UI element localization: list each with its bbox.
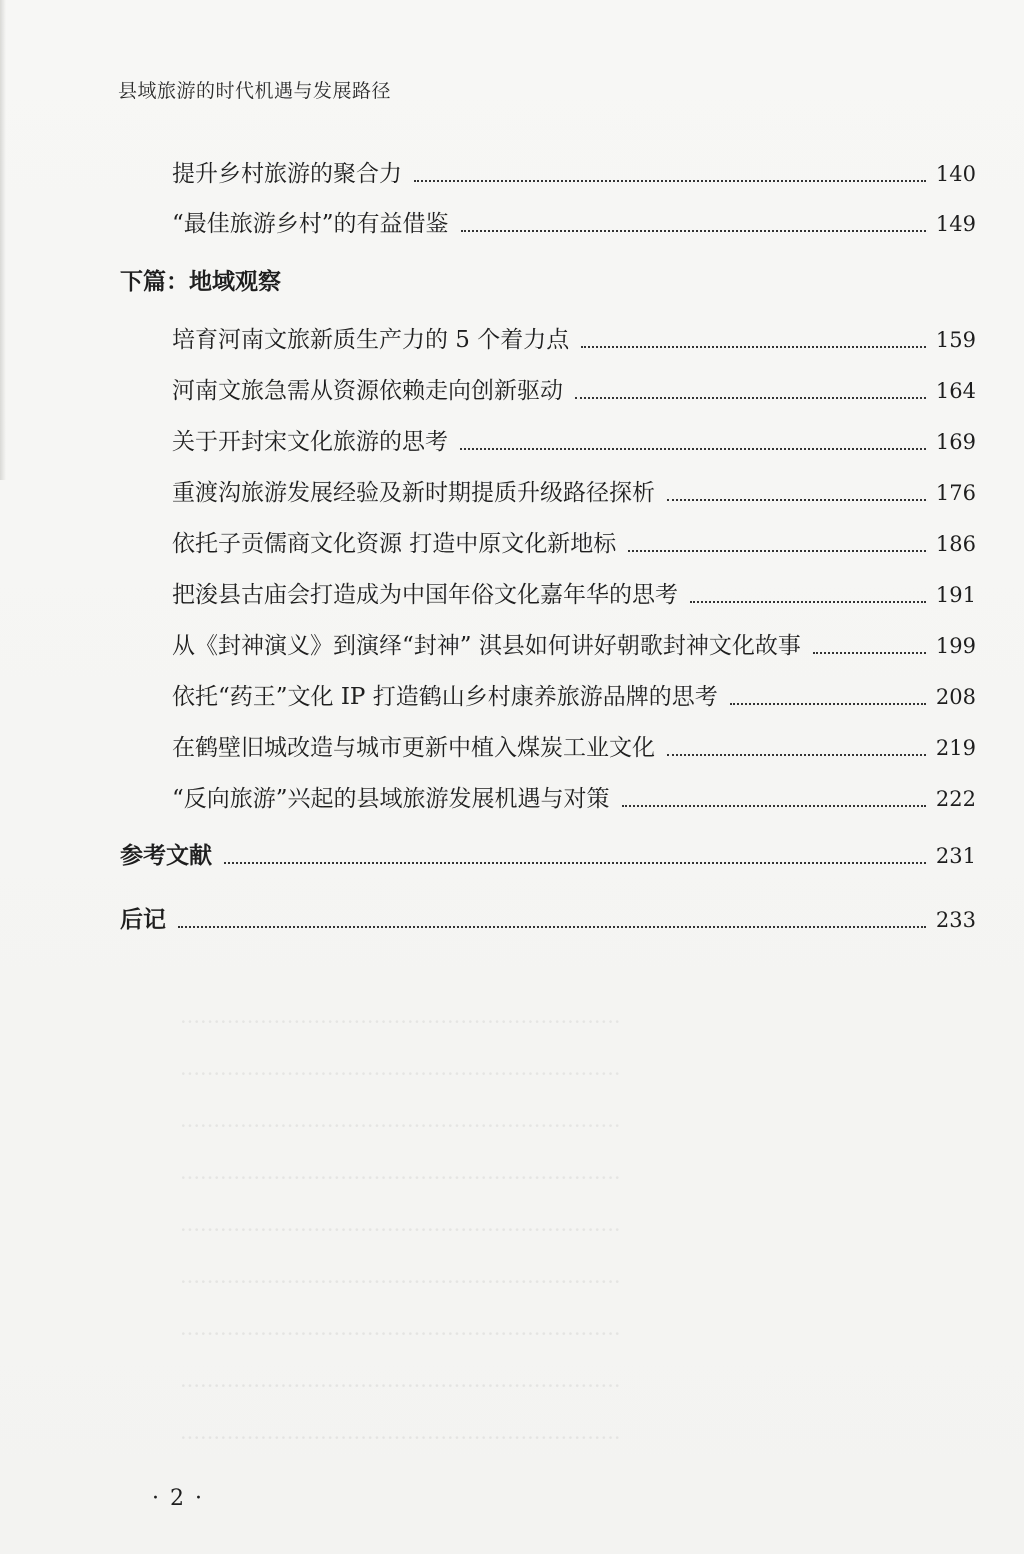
scan-crease	[0, 0, 6, 480]
dot-leader	[461, 230, 926, 232]
dot-leader	[690, 601, 926, 603]
toc-entry-title: 重渡沟旅游发展经验及新时期提质升级路径探析	[172, 480, 655, 506]
dot-leader	[460, 448, 926, 450]
toc-entry-title: 把浚县古庙会打造成为中国年俗文化嘉年华的思考	[172, 582, 678, 608]
toc-entry-page: 199	[935, 634, 976, 658]
toc-entry-page: 222	[935, 787, 976, 811]
toc-entry[interactable]	[172, 783, 976, 815]
page-number: · 2 ·	[152, 1486, 204, 1511]
dot-leader	[224, 862, 926, 864]
dot-leader	[730, 703, 926, 705]
dot-leader	[667, 754, 926, 756]
toc-entry-title: “反向旅游”兴起的县域旅游发展机遇与对策	[172, 786, 610, 812]
toc-entry-title: 在鹤壁旧城改造与城市更新中植入煤炭工业文化	[172, 735, 655, 761]
toc-entry-title: “最佳旅游乡村”的有益借鉴	[172, 211, 449, 237]
toc-entry-page: 208	[935, 685, 976, 709]
toc-entry-title: 后记	[120, 907, 166, 933]
toc-entry-page: 149	[935, 212, 976, 236]
toc-entry[interactable]	[172, 324, 976, 356]
toc-entry-title: 参考文献	[120, 843, 212, 869]
toc-entry-title: 河南文旅急需从资源依赖走向创新驱动	[172, 378, 563, 404]
dot-leader	[575, 397, 926, 399]
toc-entry-page: 176	[935, 481, 976, 505]
dot-leader	[622, 805, 926, 807]
toc-entry-title: 从《封神演义》到演绎“封神” 淇县如何讲好朝歌封神文化故事	[172, 633, 801, 659]
dot-leader	[667, 499, 926, 501]
dot-leader	[178, 926, 926, 928]
toc-entry-title: 培育河南文旅新质生产力的 5 个着力点	[172, 327, 570, 353]
toc-entry[interactable]	[172, 630, 976, 662]
toc-entry[interactable]	[172, 375, 976, 407]
book-page: 县域旅游的时代机遇与发展路径 提升乡村旅游的聚合力 140 “最佳旅游乡村”的有益借鉴 149 下篇：地域观察 培育河南文旅新质生产力的 5 个着力点 159 河南文旅急需从资源依赖走向创新驱动 164 关于开封宋文化旅游的思考 169 重渡沟旅游发展经验及新时期提质升级路径探析 176 依托子贡儒商文化资源 打造中原文化新地标 186 把浚县古庙会打造成为中国年俗文化嘉年华的思考 191 从《封神演义》到演绎“封神” 淇县如何讲好朝歌封神文化故事 199 依托“药王”文化 IP 打造鹤山乡村康养旅游品牌的思考 208 在鹤壁旧城改造与城市更新中植入煤炭工业文化 219 “反向旅游”兴起的县域旅游发展机遇与对策 222 参考文献 231 后记 233 ·································································· ·································································· ·································································· ·································································· ·································································· ·································································· ·································································· ·································································· ·································································· · 2 ·	[0, 0, 1024, 1554]
toc-entry[interactable]	[172, 158, 976, 190]
toc-entry-page: 169	[935, 430, 976, 454]
toc-entry[interactable]	[172, 426, 976, 458]
dot-leader	[813, 652, 926, 654]
dot-leader	[581, 346, 926, 348]
toc-entry[interactable]	[172, 579, 976, 611]
toc-entry-page: 191	[935, 583, 976, 607]
toc-entry-page: 140	[935, 162, 976, 186]
toc-entry-page: 231	[935, 844, 976, 868]
toc-entry-title: 关于开封宋文化旅游的思考	[172, 429, 448, 455]
toc-entry[interactable]	[172, 681, 976, 713]
toc-entry-page: 233	[935, 908, 976, 932]
toc-entry[interactable]	[172, 528, 976, 560]
toc-back-matter-entry[interactable]	[120, 840, 976, 872]
toc-entry[interactable]	[172, 208, 976, 240]
toc-entry-title: 提升乡村旅游的聚合力	[172, 161, 402, 187]
running-header: 县域旅游的时代机遇与发展路径	[118, 80, 392, 102]
toc-entry[interactable]	[172, 477, 976, 509]
part-heading[interactable]: 下篇：地域观察	[120, 269, 281, 295]
toc-entry-page: 164	[935, 379, 976, 403]
dot-leader	[414, 180, 926, 182]
toc-entry-title: 依托“药王”文化 IP 打造鹤山乡村康养旅游品牌的思考	[172, 684, 718, 710]
toc-entry-page: 219	[935, 736, 976, 760]
toc-entry[interactable]	[172, 732, 976, 764]
toc-entry-title: 依托子贡儒商文化资源 打造中原文化新地标	[172, 531, 617, 557]
toc-entry-page: 186	[935, 532, 976, 556]
toc-entry-page: 159	[935, 328, 976, 352]
toc-back-matter-entry[interactable]	[120, 904, 976, 936]
dot-leader	[628, 550, 926, 552]
